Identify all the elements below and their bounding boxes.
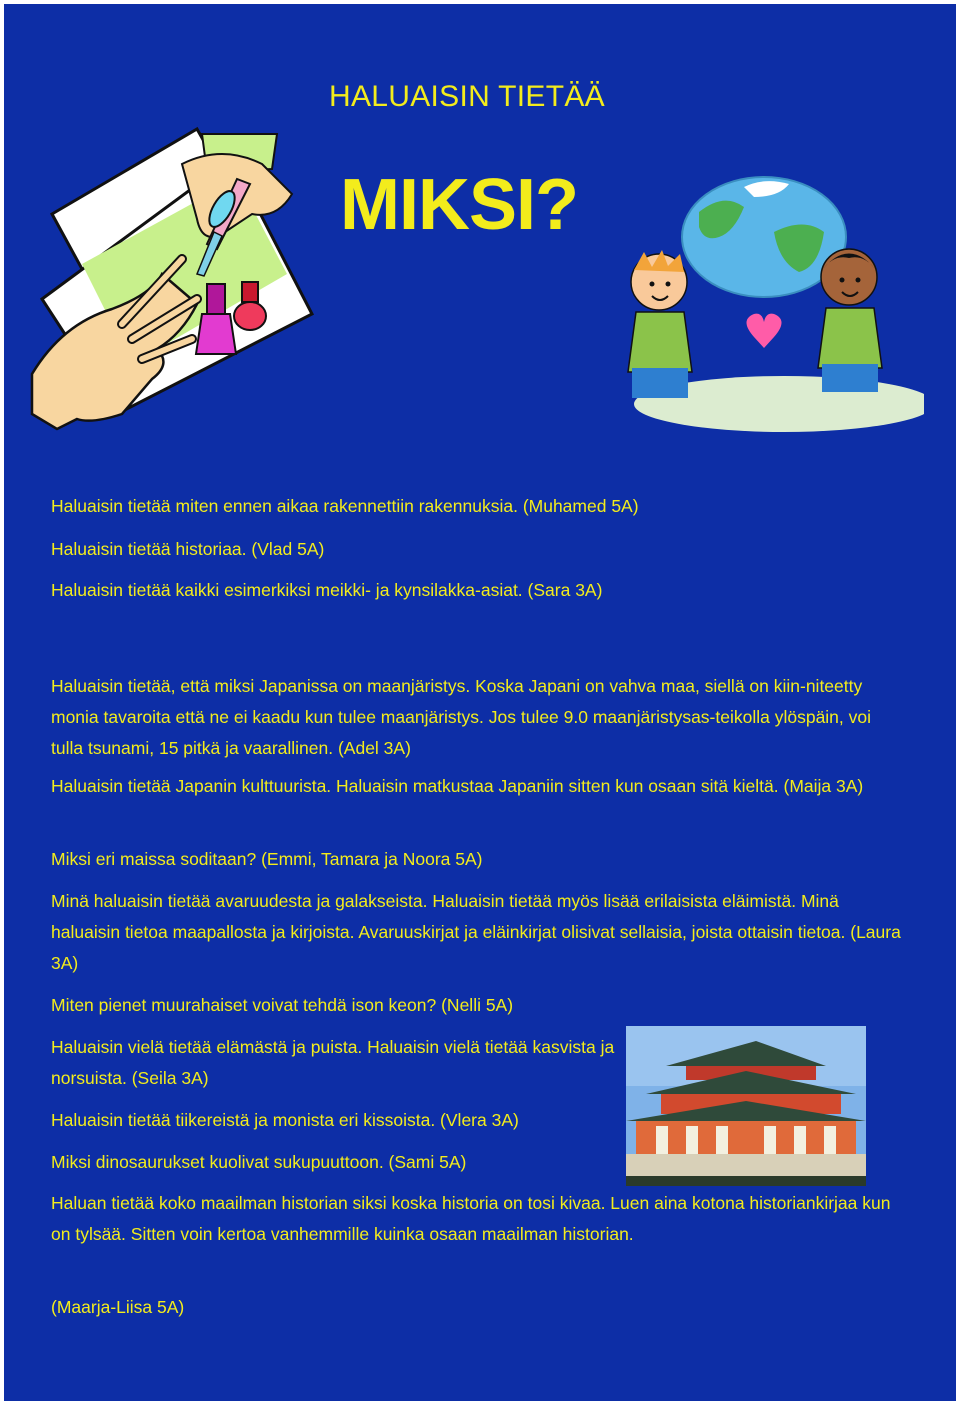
wish-paragraph: Miksi eri maissa soditaan? (Emmi, Tamara ja Noora 5A) — [51, 849, 483, 869]
poster-headline: MIKSI? — [340, 165, 578, 245]
wish-paragraph: Haluaisin tietää tiikereistä ja monista eri kissoista. (Vlera 3A) — [51, 1110, 519, 1130]
wish-paragraph: (Maarja-Liisa 5A) — [51, 1297, 185, 1317]
poster-page — [4, 4, 956, 1401]
wish-paragraph: Miten pienet muurahaiset voivat tehdä ison keon? (Nelli 5A) — [51, 995, 514, 1015]
wish-paragraph: Haluaisin tietää miten ennen aikaa rakennettiin rakennuksia. (Muhamed 5A) — [51, 496, 639, 516]
wish-paragraph: Haluaisin tietää Japanin kulttuurista. Haluaisin matkustaa Japaniin sitten kun osaan sitä kieltä. (Maija 3A) — [51, 776, 864, 796]
wish-paragraph: Haluaisin tietää kaikki esimerkiksi meikki- ja kynsilakka-asiat. (Sara 3A) — [51, 580, 603, 600]
poster-kicker: HALUAISIN TIETÄÄ — [329, 80, 605, 113]
wish-paragraph: Haluaisin vielä tietää elämästä ja puista. Haluaisin vielä tietää kasvista ja norsuista. (Seila 3A) — [51, 1037, 615, 1088]
children-globe-illustration — [604, 172, 924, 432]
wish-paragraph: Minä haluaisin tietää avaruudesta ja galakseista. Haluaisin tietää myös lisää erilaisista eläimistä. Minä haluaisin tietoa maapallosta ja kirjoista. Avaruuskirjat ja eläinkirjat olisivat sellaisia, joista ottaisin tietoa. (Laura 3A) — [51, 891, 901, 973]
wish-paragraph: Haluaisin tietää historiaa. (Vlad 5A) — [51, 539, 325, 559]
wish-paragraph: Haluaisin tietää, että miksi Japanissa on maanjäristys. Koska Japani on vahva maa, siellä on kiin-niteetty monia tavaroita että ne ei kaadu kun tulee maanjäristys. Jos tulee 9.0 maanjäristysas-teikolla ylöspäin, voi tulla tsunami, 15 pitkä ja vaarallinen. (Adel 3A) — [51, 676, 872, 758]
wish-paragraph: Miksi dinosaurukset kuolivat sukupuuttoon. (Sami 5A) — [51, 1152, 467, 1172]
nail-polish-illustration — [22, 124, 322, 444]
wish-paragraph: Haluan tietää koko maailman historian siksi koska historia on tosi kivaa. Luen aina kotona historiankirjaa kun on tylsää. Sitten voin kertoa vanhemmille kuinka osaan maailman historian. — [51, 1193, 891, 1244]
